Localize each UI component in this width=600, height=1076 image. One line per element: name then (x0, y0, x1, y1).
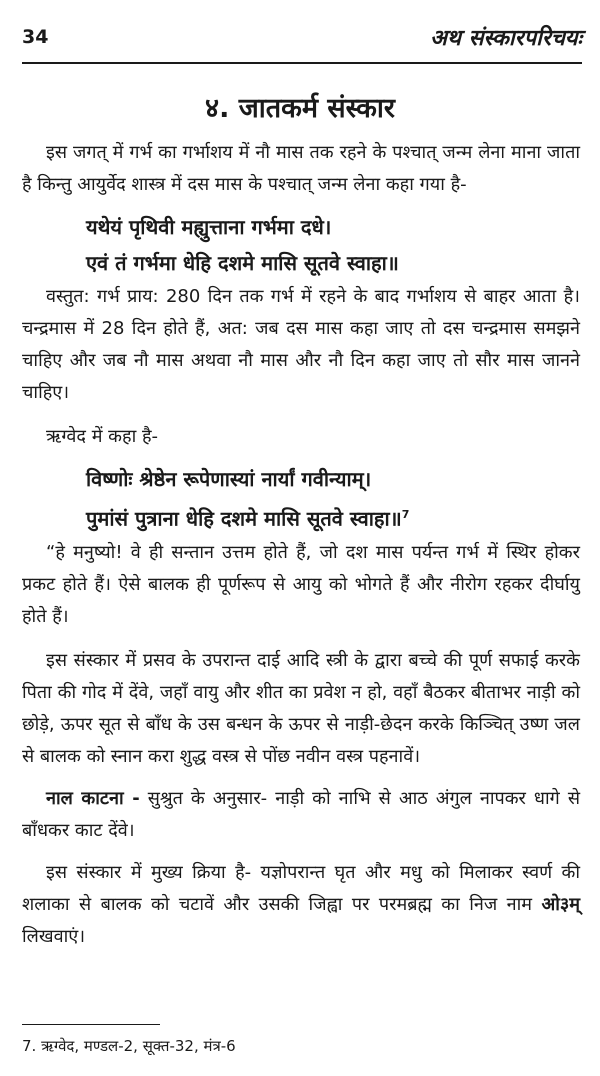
paragraph-explanation: वस्तुत: गर्भ प्राय: 280 दिन तक गर्भ में रहने के बाद गर्भाशय से बाहर आता है। चन्द्रमास में 28 दिन होते हैं, अत: जब दस मास कहा जाए तो दस चन्द्रमास समझने चाहिए और जब नौ मास अथवा नौ मास और नौ दिन कहा जाए तो सौर मास जानने चाहिए। (22, 286, 580, 403)
verse-1-line-1: यथेयं पृथिवी मह्युत्ताना गर्भमा दधे। (86, 215, 332, 239)
footnote-rule (22, 1024, 160, 1025)
om-text: ओ३म् (541, 893, 580, 915)
cord-cutting-label: नाल काटना - (46, 787, 140, 809)
paragraph-intro: इस जगत् में गर्भ का गर्भाशय में नौ मास तक रहने के पश्चात् जन्म लेना माना जाता है किन्तु आयुर्वेद शास्त्र में दस मास के पश्चात् जन्म लेना कहा गया है- (22, 142, 580, 195)
header-rule (22, 62, 582, 64)
running-title: अथ संस्कारपरिचयः (430, 26, 582, 51)
verse-2-line-2 (22, 497, 580, 537)
footnote: 7. ऋग्वेद, मण्डल-2, सूक्त-32, मंत्र-6 (22, 1037, 236, 1055)
cord-cutting-text: सुश्रुत के अनुसार- नाड़ी को नाभि से आठ अंगुल नापकर धागे से बाँधकर काट देंवे। (22, 787, 580, 841)
verse-1-line-2: एवं तं गर्भमा धेहि दशमे मासि सूतवे स्वाहा॥ (86, 251, 399, 275)
paragraph-cord-cutting (22, 783, 580, 847)
footnote-marker: 7 (401, 508, 410, 521)
chapter-title: ४. जातकर्म संस्कार (205, 93, 395, 124)
body-text (22, 137, 580, 953)
verse-2-line-2-text: पुमांसं पुत्राना धेहि दशमे मासि सूतवे स्वाहा॥ (86, 506, 402, 531)
paragraph-rigveda-intro: ऋग्वेद में कहा है- (46, 426, 159, 447)
paragraph-quote: “हे मनुष्यो! वे ही सन्तान उत्तम होते हैं, जो दश मास पर्यन्त गर्भ में स्थिर होकर प्रकट होते हैं। ऐसे बालक ही पूर्णरूप से आयु को भोगते हैं और नीरोग रहकर दीर्घायु होते हैं। (22, 541, 580, 627)
verse-2-line-1: विष्णोः श्रेष्ठेन रूपेणास्यां नार्यां गवीन्याम्। (86, 467, 372, 491)
paragraph-main-ritual (22, 857, 580, 953)
main-ritual-text: इस संस्कार में मुख्य क्रिया है- यज्ञोपरान्त घृत और मधु को मिलाकर स्वर्ण की शलाका से बालक को चटावें और उसकी जिह्वा पर परमब्रह्म का निज नाम (22, 861, 580, 915)
paragraph-procedure: इस संस्कार में प्रसव के उपरान्त दाई आदि स्त्री के द्वारा बच्चे की पूर्ण सफाई करके पिता की गोद में देंवे, जहाँ वायु और शीत का प्रवेश न हो, वहाँ बैठकर बीताभर नाड़ी को छोड़े, ऊपर सूत से बाँध के उस बन्धन के ऊपर से नाड़ी-छेदन करके किञ्चित् उष्ण जल से बालक को स्नान करा शुद्ध वस्त्र से पोंछ नवीन वस्त्र पहनावें। (22, 649, 580, 767)
page-header (22, 22, 582, 56)
page-number: 34 (22, 26, 49, 48)
main-ritual-end: लिखवाएं। (22, 925, 86, 947)
